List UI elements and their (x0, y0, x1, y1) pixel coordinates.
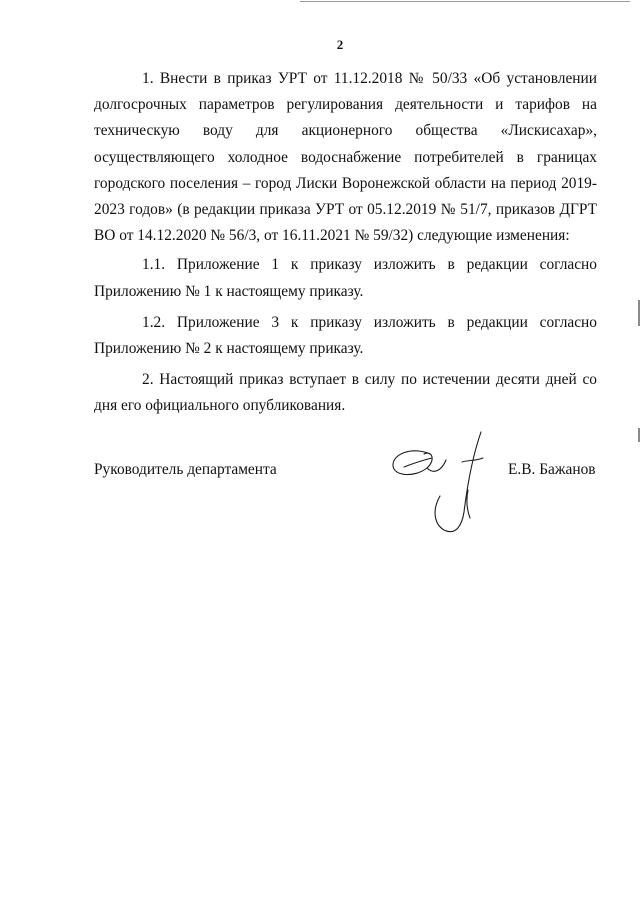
paragraph-item-1: 1. Внести в приказ УРТ от 11.12.2018 № 50/33 «Об установлении долгосрочных параметров регулирования деятельности и тарифов на техническую воду для акционерного общества «Лискисахар», осуществляющего холодное водоснабжение потребителей в границах городского поселения – город Лиски Воронежской области на период 2019-2023 годов» (в редакции приказа УРТ от 05.12.2019 № 51/7, приказов ДГРТ ВО от 14.12.2020 № 56/3, от 16.11.2021 № 59/32) следующие изменения: (94, 70, 597, 245)
paragraph-item-1-1: 1.1. Приложение 1 к приказу изложить в редакции согласно Приложению № 1 к настоящему приказу. (94, 256, 597, 300)
paragraph-item-2: 2. Настоящий приказ вступает в силу по истечении десяти дней со дня его официального опубликования. (94, 371, 597, 415)
handwritten-signature (384, 430, 494, 540)
page-number: 2 (336, 37, 344, 52)
signatory-title: Руководитель департамента (94, 461, 277, 478)
scan-edge-line (300, 1, 630, 2)
order-text (94, 66, 597, 420)
paragraph-item-1-2: 1.2. Приложение 3 к приказу изложить в редакции согласно Приложению № 2 к настоящему приказу. (94, 313, 597, 358)
signatory-name: Е.В. Бажанов (508, 461, 596, 478)
